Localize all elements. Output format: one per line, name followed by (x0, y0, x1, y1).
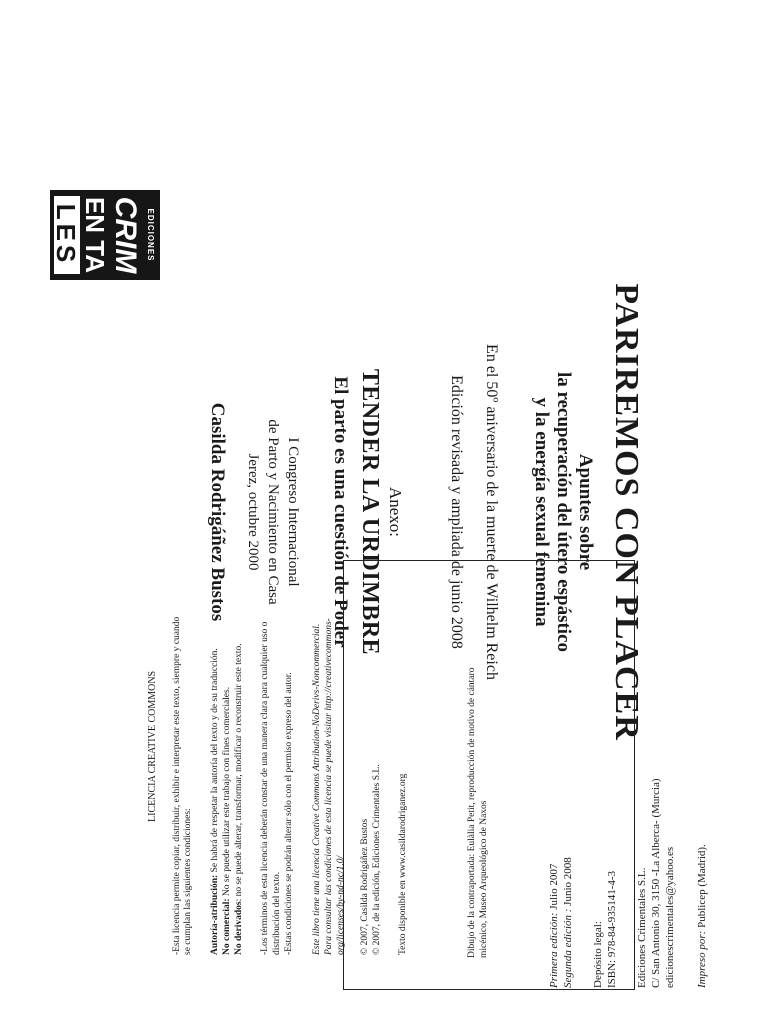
printed-by (696, 844, 708, 988)
isbn: ISBN: 978-84-935141-4-3 (606, 870, 618, 988)
subtitle-line: y la energía sexual femenina (531, 397, 552, 627)
svg-text:EN TA: EN TA (80, 196, 110, 274)
printed-by-label: Impreso por: (696, 930, 708, 988)
second-edition (562, 857, 574, 988)
annex-label: Anexo: (386, 486, 405, 538)
subtitle-line: Apuntes sobre (575, 453, 596, 571)
attribution-text: Se habrá de respetar la autoría del texto y de su traducción. (210, 648, 220, 875)
noncommercial-label: No comercial: (222, 898, 232, 955)
noncommercial-text: No se puede utilizar este trabajo con fines comerciales. (222, 686, 232, 899)
anniversary-note: En el 50º aniversario de la muerte de Wilhelm Reich (483, 344, 500, 680)
cc-note: org/licenses/by-nd-nc/1.0/ (336, 855, 346, 955)
annex-subtitle: El parto es una cuestión de Poder (330, 376, 351, 648)
license-terms: distribución del texto. (272, 871, 282, 955)
annex-title: TENDER LA URDIMBRE (357, 368, 383, 656)
svg-text:CRIM: CRIM (109, 196, 142, 274)
first-edition-label: Primera edición: (548, 912, 560, 988)
subtitle-line: la recuperación del útero espástico (553, 371, 574, 653)
svg-text:EDICIONES: EDICIONES (146, 208, 155, 262)
congress-line: Jerez, octubre 2000 (245, 453, 261, 571)
license-noderivs (234, 643, 244, 955)
congress-line: I Congreso Internacional (285, 437, 301, 587)
cc-note: Este libro tiene una licencia Creative Commons Attribution-NoDerivs-Noncommercial. (312, 623, 322, 955)
license-terms: -Estas condiciones se podrán alterar sólo con el permiso expreso del autor. (284, 672, 294, 955)
license-attribution (210, 648, 220, 955)
legal-deposit: Depósito legal: (592, 921, 604, 988)
cover-drawing-credit: Dibujo de la contraportada: Eulàlia Petit, reproducción de motivo de cántaro (467, 667, 477, 958)
license-intro: -Esta licencia permite copiar, distribuir, exhibir e interpretar este texto, siempre y cuando (172, 616, 182, 955)
noderivs-text: : no se puede alterar, transformar, modificar o reconstruir este texto. (234, 643, 244, 902)
publisher-name: Ediciones Crimentales S.L. (636, 867, 648, 988)
copyright-edition: © 2007, de la edición, Ediciones Crimentales S.L. (372, 764, 382, 955)
online-availability: Texto disponible en www.casildarodriganez.org (398, 773, 408, 955)
second-edition-label: Segunda edición : (562, 908, 574, 988)
first-edition-value: Julio 2007 (548, 863, 560, 913)
license-noncommercial (222, 687, 232, 955)
edition-note: Edición revisada y ampliada de junio 2008 (448, 375, 465, 649)
author-name: Casilda Rodrigáñez Bustos (207, 402, 228, 622)
license-terms: -Los términos de esta licencia deberán constar de una manera clara para cualquier uso o (260, 621, 270, 955)
noderivs-label: No derivados (234, 901, 244, 955)
first-edition (548, 864, 560, 988)
printed-by-value: Publicep (Madrid). (696, 844, 708, 931)
attribution-label: Autoría-atribución: (210, 874, 220, 955)
congress-line: de Parto y Nacimiento en Casa (265, 419, 281, 605)
license-heading: LICENCIA CREATIVE COMMONS (147, 670, 158, 822)
cover-drawing-credit: micénico, Museo Arqueológico de Naxos (479, 800, 489, 958)
cc-note: Para consultar las condiciones de esta licencia se puede visitar http://creativecommons- (324, 618, 334, 955)
second-edition-value: Junio 2008 (562, 857, 574, 909)
svg-text:LES: LES (51, 203, 81, 267)
license-intro: se cumplan las siguientes condiciones: (183, 808, 193, 955)
publisher-address: C/ San Antonio 30, 3150 -La Alberca- (Murcia) (650, 778, 662, 988)
book-title: PARIREMOS CON PLACER (608, 283, 645, 741)
copyright-author: © 2007, Casilda Rodrigáñez Bustos (360, 818, 370, 955)
publisher-email: edicionescrimentales@yahoo.es (664, 846, 676, 988)
